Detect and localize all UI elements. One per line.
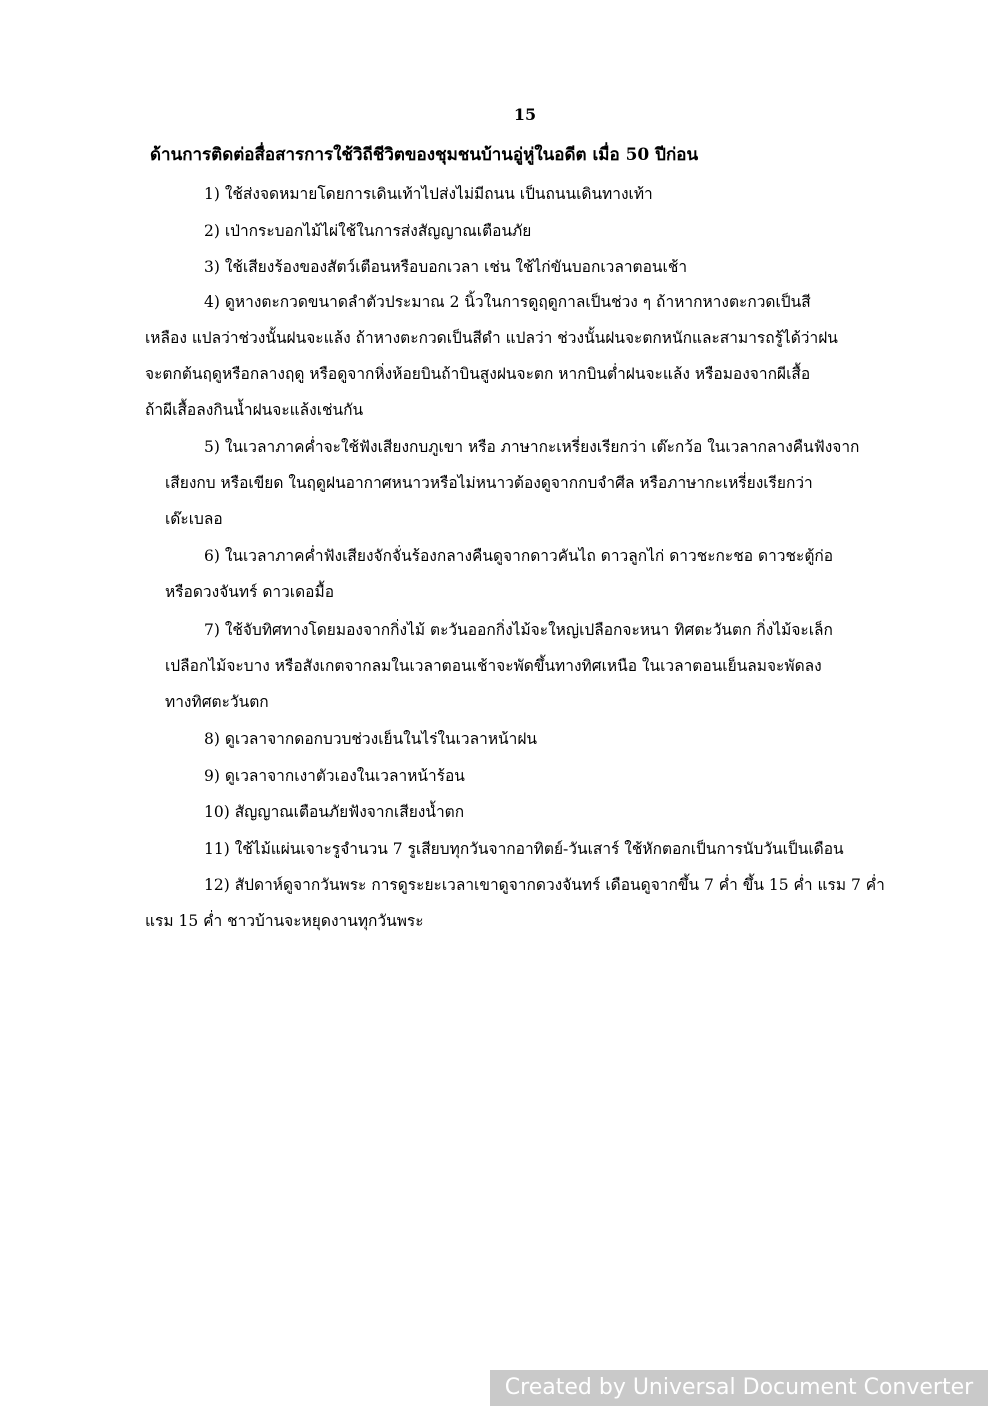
list-item-11 (204, 831, 844, 867)
item-line: 7) ใช้จับทิศทางโดยมองจากกิ่งไม้ ตะวันออกกิ่งไม้จะใหญ่เปลือกจะหนา ทิศตะวันตก กิ่งไม้จะเล็ก (204, 621, 833, 639)
item-line: เปลือกไม้จะบาง หรือสังเกตจากลมในเวลาตอนเช้าจะพัดขึ้นทางทิศเหนือ ในเวลาตอนเย็นลมจะพัดลง (165, 657, 822, 675)
item-line: เด๊ะเบลอ (165, 510, 223, 528)
item-line: 6) ในเวลาภาคค่ำฟังเสียงจักจั่นร้องกลางคืนดูจากดาวคันไถ ดาวลูกไก่ ดาวชะกะชอ ดาวชะตู้ก่อ (204, 547, 834, 565)
item-line: 4) ดูหางตะกวดขนาดลำตัวประมาณ 2 นิ้วในการดูฤดูกาลเป็นช่วง ๆ ถ้าหากหางตะกวดเป็นสี (204, 293, 811, 311)
item-line: 8) ดูเวลาจากดอกบวบช่วงเย็นในไร่ในเวลาหน้าฝน (204, 730, 538, 748)
list-item-8 (204, 721, 537, 757)
list-item-10 (204, 794, 464, 830)
list-item-1 (204, 176, 653, 212)
watermark-banner: Created by Universal Document Converter (490, 1370, 988, 1406)
list-item-7 (165, 612, 833, 720)
item-line: ทางทิศตะวันตก (165, 693, 269, 711)
list-item-6 (165, 538, 833, 610)
item-line: แรม 15 ค่ำ ชาวบ้านจะหยุดงานทุกวันพระ (145, 912, 424, 930)
item-line: 1) ใช้ส่งจดหมายโดยการเดินเท้าไปส่งไม่มีถนน เป็นถนนเดินทางเท้า (204, 185, 653, 203)
item-line: 12) สัปดาห์ดูจากวันพระ การดูระยะเวลาเขาดูจากดวงจันทร์ เดือนดูจากขึ้น 7 ค่ำ ขึ้น 15 ค่ำ แรม 7 ค่ำ (204, 876, 885, 894)
item-line: 11) ใช้ไม้แผ่นเจาะรูจำนวน 7 รูเสียบทุกวันจากอาทิตย์-วันเสาร์ ใช้หักตอกเป็นการนับวันเป็นเดือน (204, 840, 844, 858)
item-line: เสียงกบ หรือเขียด ในฤดูฝนอากาศหนาวหรือไม่หนาวต้องดูจากกบจำศีล หรือภาษากะเหรี่ยงเรียกว่า (165, 474, 813, 492)
list-item-2 (204, 213, 531, 249)
item-line: 3) ใช้เสียงร้องของสัตว์เตือนหรือบอกเวลา เช่น ใช้ไก่ขันบอกเวลาตอนเช้า (204, 258, 688, 276)
item-line: หรือดวงจันทร์ ดาวเดอมื้อ (165, 583, 335, 601)
list-item-5 (165, 429, 859, 537)
list-item-12 (145, 867, 885, 939)
list-item-4 (145, 284, 838, 428)
list-item-3 (204, 249, 687, 285)
list-item-9 (204, 758, 465, 794)
item-line: 2) เป่ากระบอกไม้ไผ่ใช้ในการส่งสัญญาณเตือนภัย (204, 222, 532, 240)
item-line: จะตกต้นฤดูหรือกลางฤดู หรือดูจากหิ่งห้อยบินถ้าบินสูงฝนจะตก หากบินต่ำฝนจะแล้ง หรือมองจากผีเสื้อ (145, 365, 811, 383)
page-number: 15 (513, 105, 537, 124)
section-heading: ด้านการติดต่อสื่อสารการใช้วิถีชีวิตของชุมชนบ้านอู่หู่ในอดีต เมื่อ 50 ปีก่อน (150, 145, 699, 165)
item-line: 9) ดูเวลาจากเงาตัวเองในเวลาหน้าร้อน (204, 767, 465, 785)
item-line: 10) สัญญาณเตือนภัยฟังจากเสียงน้ำตก (204, 803, 465, 821)
item-line: 5) ในเวลาภาคค่ำจะใช้ฟังเสียงกบภูเขา หรือ ภาษากะเหรี่ยงเรียกว่า เต๊ะกว้อ ในเวลากลางคืนฟังจาก (204, 438, 860, 456)
item-line: เหลือง แปลว่าช่วงนั้นฝนจะแล้ง ถ้าหางตะกวดเป็นสีดำ แปลว่า ช่วงนั้นฝนจะตกหนักและสามารถรู้ได้ว่าฝน (145, 329, 838, 347)
item-line: ถ้าผีเสื้อลงกินน้ำฝนจะแล้งเช่นกัน (145, 401, 364, 419)
